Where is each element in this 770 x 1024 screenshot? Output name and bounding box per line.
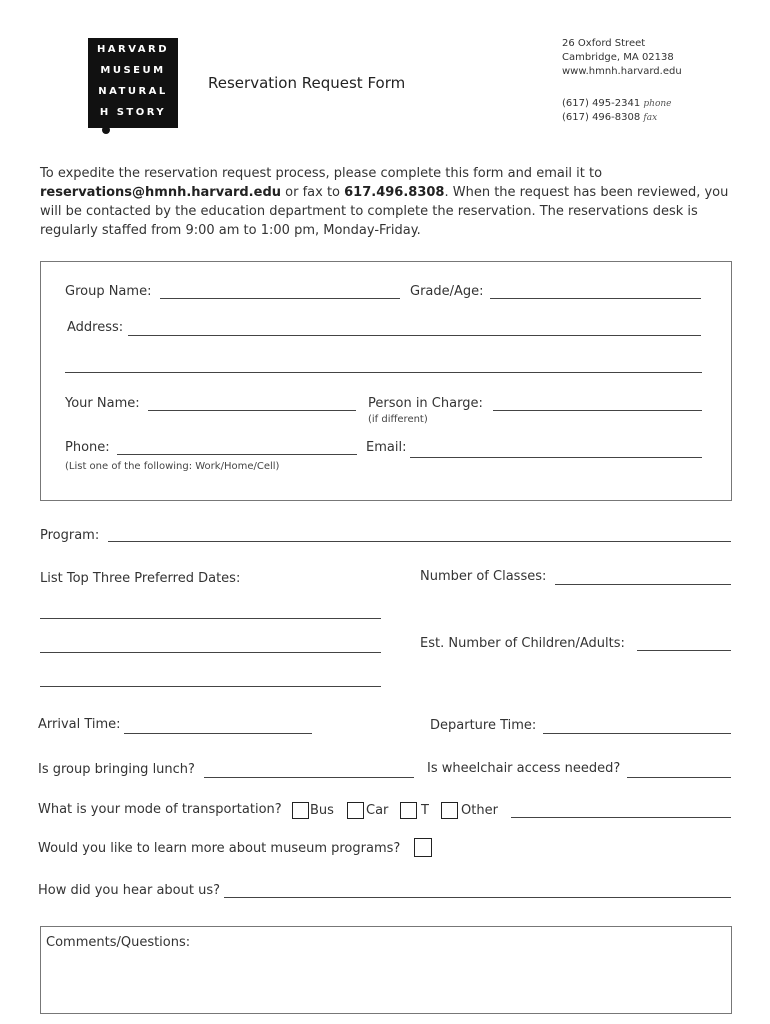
arrival-time-label: Arrival Time: [38,717,121,732]
email-label: Email: [366,440,407,455]
phone-label-field: Phone: [65,440,110,455]
address-street: 26 Oxford Street [562,38,646,49]
preferred-dates-label: List Top Three Preferred Dates: [40,571,241,586]
comments-box[interactable] [40,926,732,1014]
grade-age-label: Grade/Age: [410,284,484,299]
if-different-note: (if different) [368,414,428,425]
arrival-time-field[interactable] [124,733,312,734]
fax-line [562,112,657,123]
fax-number-bold: 617.496.8308 [344,185,445,200]
logo-line-4: H STORY [99,107,167,118]
grade-age-field[interactable] [490,298,701,299]
address-field-line-2[interactable] [65,372,702,373]
address-label: Address: [67,320,124,335]
transportation-label: What is your mode of transportation? [38,802,282,817]
logo-line-1: HARVARD [96,44,170,55]
your-name-label: Your Name: [65,396,140,411]
intro-paragraph [40,164,740,240]
preferred-date-1-field[interactable] [40,618,381,619]
bus-label: Bus [310,803,334,818]
fax-number: (617) 496-8308 [562,112,641,123]
logo-exclamation-dot [102,126,110,134]
t-checkbox[interactable] [400,802,417,819]
departure-time-field[interactable] [543,733,731,734]
car-label: Car [366,803,389,818]
reservations-email[interactable]: reservations@hmnh.harvard.edu [40,185,282,200]
your-name-field[interactable] [148,410,356,411]
preferred-date-2-field[interactable] [40,652,381,653]
learn-more-label: Would you like to learn more about museum programs? [38,841,401,856]
lunch-field[interactable] [204,777,414,778]
car-checkbox[interactable] [347,802,364,819]
website: www.hmnh.harvard.edu [562,66,682,77]
number-of-classes-label: Number of Classes: [420,569,547,584]
number-of-classes-field[interactable] [555,584,731,585]
phone-number: (617) 495-2341 [562,98,641,109]
program-label: Program: [40,528,100,543]
intro-text-1: To expedite the reservation request process, please complete this form and email it to [40,166,603,181]
other-label: Other [461,803,498,818]
departure-time-label: Departure Time: [430,718,537,733]
intro-text-2: or fax to [281,185,345,200]
email-field[interactable] [410,457,702,458]
phone-field[interactable] [117,454,357,455]
est-number-label: Est. Number of Children/Adults: [420,636,625,651]
program-field[interactable] [108,541,731,542]
hear-about-label: How did you hear about us? [38,883,220,898]
bus-checkbox[interactable] [292,802,309,819]
est-number-field[interactable] [637,650,731,651]
group-name-field[interactable] [160,298,400,299]
phone-label: phone [643,99,672,109]
comments-label: Comments/Questions: [46,935,191,950]
group-name-label: Group Name: [65,284,152,299]
lunch-label: Is group bringing lunch? [38,762,195,777]
other-checkbox[interactable] [441,802,458,819]
address-city: Cambridge, MA 02138 [562,52,674,63]
t-label: T [421,803,429,818]
person-in-charge-field[interactable] [493,410,702,411]
fax-label: fax [643,113,658,123]
phone-line [562,98,672,109]
intro-text-3: . When the request has been reviewed, you will be contacted by the education department to complete the reservation. The reservations desk is regularly staffed from 9:00 am to 1:00 pm, Monday-Friday. [40,185,729,238]
phone-note: (List one of the following: Work/Home/Cell) [65,461,280,472]
preferred-date-3-field[interactable] [40,686,381,687]
hear-about-field[interactable] [224,897,731,898]
person-in-charge-label: Person in Charge: [368,396,483,411]
museum-logo [88,38,178,128]
other-transport-field[interactable] [511,817,731,818]
logo-line-2: MUSEUM [100,65,166,76]
wheelchair-label: Is wheelchair access needed? [427,761,621,776]
wheelchair-field[interactable] [627,777,731,778]
address-field[interactable] [128,335,701,336]
learn-more-checkbox[interactable] [414,838,432,857]
logo-line-3: NATURAL [98,86,168,97]
form-title: Reservation Request Form [208,74,406,92]
